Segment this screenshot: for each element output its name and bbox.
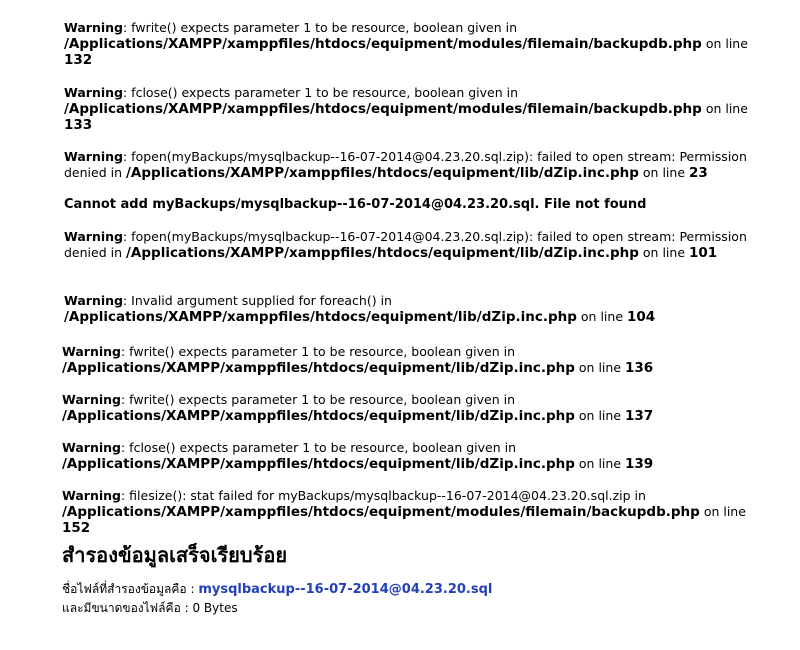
warning-line-number: 133	[64, 117, 93, 133]
warning-line-number: 132	[64, 52, 93, 68]
warning-message: : fclose() expects parameter 1 to be resource, boolean given in	[122, 85, 519, 100]
warning-message: : filesize(): stat failed for myBackups/mysqlbackup--16-07-2014@04.23.20.sql.zip in	[120, 488, 646, 503]
on-line-text: on line	[578, 408, 622, 423]
warning-label: Warning	[64, 293, 123, 308]
php-warning-8	[62, 440, 752, 472]
warning-file-path: /Applications/XAMPP/xamppfiles/htdocs/equipment/modules/filemain/backupdb.php	[62, 504, 700, 520]
cannot-add-message: Cannot add myBackups/mysqlbackup--16-07-2014@04.23.20.sql. File not found	[64, 197, 647, 212]
php-warning-9	[62, 488, 752, 536]
backup-file-name: mysqlbackup--16-07-2014@04.23.20.sql	[198, 582, 493, 597]
php-warning-5	[64, 293, 754, 325]
on-line-text: on line	[705, 36, 748, 51]
warning-file-path: /Applications/XAMPP/xamppfiles/htdocs/equipment/modules/filemain/backupdb.php	[64, 101, 702, 117]
on-line-text: on line	[642, 245, 686, 260]
warning-label: Warning	[62, 440, 121, 455]
warning-message: : fopen(myBackups/mysqlbackup--16-07-2014@04.23.20.sql.zip): failed to open stream: Permission denied in	[64, 149, 747, 180]
warning-line-number: 152	[62, 520, 91, 536]
warning-label: Warning	[62, 488, 121, 503]
warning-message: : fwrite() expects parameter 1 to be resource, boolean given in	[120, 392, 516, 407]
warning-file-path: /Applications/XAMPP/xamppfiles/htdocs/equipment/modules/filemain/backupdb.php	[64, 36, 702, 52]
php-warning-4	[64, 229, 754, 261]
warning-line-number: 139	[625, 456, 654, 472]
warning-label: Warning	[64, 85, 123, 100]
warning-message: : fwrite() expects parameter 1 to be resource, boolean given in	[120, 344, 516, 359]
php-warning-1	[64, 20, 754, 68]
warning-label: Warning	[62, 392, 121, 407]
warning-file-path: /Applications/XAMPP/xamppfiles/htdocs/equipment/lib/dZip.inc.php	[64, 309, 577, 325]
file-name-label: ชื่อไฟล์ที่สำรองข้อมูลคือ :	[62, 582, 199, 596]
on-line-text: on line	[580, 309, 624, 324]
warning-line-number: 137	[625, 408, 654, 424]
warning-file-path: /Applications/XAMPP/xamppfiles/htdocs/equipment/lib/dZip.inc.php	[62, 408, 575, 424]
warning-message: : Invalid argument supplied for foreach() in	[122, 293, 392, 308]
file-size-label: และมีขนาดของไฟล์คือ :	[62, 601, 193, 615]
warning-message: : fwrite() expects parameter 1 to be resource, boolean given in	[122, 20, 518, 35]
warning-file-path: /Applications/XAMPP/xamppfiles/htdocs/equipment/lib/dZip.inc.php	[126, 165, 639, 181]
warning-message: : fclose() expects parameter 1 to be resource, boolean given in	[120, 440, 517, 455]
warning-line-number: 23	[689, 165, 708, 181]
php-warning-6	[62, 344, 752, 376]
warning-label: Warning	[64, 20, 123, 35]
on-line-text: on line	[578, 360, 622, 375]
warning-line-number: 104	[627, 309, 656, 325]
warning-label: Warning	[62, 344, 121, 359]
warning-line-number: 136	[625, 360, 654, 376]
warning-file-path: /Applications/XAMPP/xamppfiles/htdocs/equipment/lib/dZip.inc.php	[126, 245, 639, 261]
php-warning-7	[62, 392, 752, 424]
backup-success-title: สำรองข้อมูลเสร็จเรียบร้อย	[62, 543, 288, 567]
backup-file-size: 0 Bytes	[192, 601, 238, 615]
on-line-text: on line	[705, 101, 748, 116]
backup-file-name-row	[62, 580, 492, 599]
warning-line-number: 101	[689, 245, 718, 261]
warning-file-path: /Applications/XAMPP/xamppfiles/htdocs/equipment/lib/dZip.inc.php	[62, 456, 575, 472]
on-line-text: on line	[578, 456, 622, 471]
warning-file-path: /Applications/XAMPP/xamppfiles/htdocs/equipment/lib/dZip.inc.php	[62, 360, 575, 376]
php-warning-2	[64, 85, 754, 133]
backup-file-size-row	[62, 599, 238, 618]
on-line-text: on line	[703, 504, 746, 519]
php-warning-3	[64, 149, 754, 181]
warning-label: Warning	[64, 229, 123, 244]
warning-label: Warning	[64, 149, 123, 164]
warning-message: : fopen(myBackups/mysqlbackup--16-07-2014@04.23.20.sql.zip): failed to open stream: Permission denied in	[64, 229, 747, 260]
on-line-text: on line	[642, 165, 686, 180]
